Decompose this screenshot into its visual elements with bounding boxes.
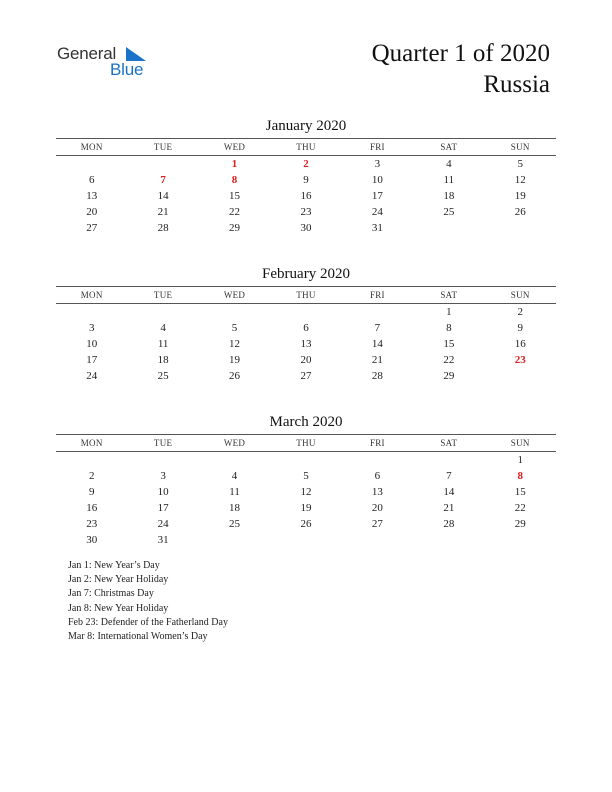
day-cell: 4 <box>446 158 452 170</box>
day-cell: 21 <box>371 354 383 366</box>
week-row <box>56 516 556 532</box>
weekday-label: FRI <box>369 142 385 152</box>
logo-text-general: General <box>57 44 117 63</box>
day-cell: 12 <box>229 338 241 350</box>
day-cell: 28 <box>371 370 383 382</box>
title-quarter: Quarter 1 of 2020 <box>371 40 550 67</box>
day-cell: 18 <box>229 502 241 514</box>
weekday-label: WED <box>223 438 246 448</box>
day-cell: 28 <box>443 518 455 530</box>
holiday-note: Mar 8: International Women’s Day <box>68 630 208 642</box>
week-row <box>56 220 556 236</box>
day-cell: 11 <box>443 174 455 186</box>
day-cell: 15 <box>514 486 526 498</box>
day-cell: 24 <box>86 370 98 382</box>
weekday-label: TUE <box>153 142 173 152</box>
weekday-header <box>56 139 556 155</box>
day-cell: 25 <box>157 370 169 382</box>
day-cell: 31 <box>371 222 383 234</box>
day-cell: 13 <box>371 486 383 498</box>
weekday-label: SAT <box>440 142 458 152</box>
day-cell: 7 <box>374 322 381 334</box>
day-cell: 4 <box>160 322 166 334</box>
weekday-label: FRI <box>369 290 385 300</box>
week-row <box>56 452 556 468</box>
day-cell: 10 <box>157 486 169 498</box>
weekday-label: TUE <box>153 438 173 448</box>
month-january <box>56 117 556 236</box>
month-title: March 2020 <box>269 414 343 430</box>
week-row <box>56 188 556 204</box>
week-row <box>56 368 556 384</box>
week-row <box>56 468 556 484</box>
day-cell: 11 <box>157 338 169 350</box>
day-cell: 10 <box>86 338 98 350</box>
month-title: January 2020 <box>265 118 347 134</box>
day-cell: 20 <box>86 206 98 218</box>
day-cell: 26 <box>300 518 312 530</box>
holiday-day-cell: 7 <box>160 174 166 186</box>
day-cell: 4 <box>231 470 238 482</box>
day-cell: 16 <box>300 190 312 202</box>
day-cell: 27 <box>371 518 383 530</box>
day-cell: 12 <box>300 486 312 498</box>
day-cell: 18 <box>443 190 455 202</box>
day-cell: 9 <box>517 322 523 334</box>
month-march <box>56 413 556 548</box>
month-february <box>56 265 556 384</box>
day-cell: 17 <box>86 354 98 366</box>
day-cell: 25 <box>443 206 455 218</box>
week-row <box>56 204 556 220</box>
day-cell: 19 <box>229 354 241 366</box>
day-cell: 5 <box>517 158 523 170</box>
day-cell: 5 <box>303 470 309 482</box>
logo-text-blue: Blue <box>110 60 144 79</box>
day-cell: 20 <box>300 354 312 366</box>
weekday-label: THU <box>296 142 316 152</box>
day-cell: 6 <box>303 322 309 334</box>
holiday-note: Feb 23: Defender of the Fatherland Day <box>68 616 228 628</box>
day-cell: 12 <box>514 174 526 186</box>
weekday-label: TUE <box>153 290 173 300</box>
day-cell: 13 <box>300 338 312 350</box>
title-country: Russia <box>483 71 550 98</box>
week-row <box>56 352 556 368</box>
day-cell: 22 <box>229 206 241 218</box>
holiday-notes <box>68 559 228 644</box>
day-cell: 2 <box>517 306 523 318</box>
generalblue-logo <box>57 44 157 84</box>
weekday-label: SUN <box>510 438 530 448</box>
day-cell: 21 <box>443 502 455 514</box>
day-cell: 17 <box>157 502 169 514</box>
day-cell: 3 <box>160 470 166 482</box>
month-title: February 2020 <box>262 266 350 282</box>
day-cell: 3 <box>374 158 381 170</box>
day-cell: 21 <box>157 206 169 218</box>
week-row <box>56 156 556 172</box>
weekday-label: SAT <box>440 290 458 300</box>
day-cell: 3 <box>88 322 95 334</box>
day-cell: 9 <box>303 174 309 186</box>
holiday-note: Jan 7: Christmas Day <box>68 588 154 600</box>
weekday-label: THU <box>296 438 316 448</box>
week-row <box>56 172 556 188</box>
holiday-note: Jan 8: New Year Holiday <box>68 602 169 614</box>
day-cell: 16 <box>86 502 98 514</box>
day-cell: 1 <box>446 306 452 318</box>
day-cell: 26 <box>229 370 241 382</box>
day-cell: 8 <box>446 322 452 334</box>
holiday-day-cell: 23 <box>514 354 526 366</box>
holiday-day-cell: 8 <box>231 174 238 186</box>
week-row <box>56 320 556 336</box>
day-cell: 26 <box>514 206 526 218</box>
weekday-label: MON <box>80 290 103 300</box>
holiday-day-cell: 8 <box>517 470 523 482</box>
weekday-label: MON <box>80 438 103 448</box>
day-cell: 11 <box>229 486 240 498</box>
day-cell: 6 <box>88 174 95 186</box>
day-cell: 24 <box>157 518 169 530</box>
week-row <box>56 304 556 320</box>
weekday-label: WED <box>223 290 246 300</box>
day-cell: 15 <box>443 338 455 350</box>
weekday-header <box>56 287 556 303</box>
holiday-note: Jan 1: New Year’s Day <box>68 560 160 571</box>
weekday-label: SAT <box>440 438 458 448</box>
day-cell: 7 <box>446 470 452 482</box>
day-cell: 22 <box>514 502 526 514</box>
day-cell: 19 <box>514 190 526 202</box>
holiday-day-cell: 2 <box>303 158 309 170</box>
day-cell: 30 <box>86 534 98 546</box>
day-cell: 19 <box>300 502 312 514</box>
day-cell: 14 <box>443 486 455 498</box>
day-cell: 25 <box>229 518 241 530</box>
weekday-label: FRI <box>369 438 385 448</box>
holiday-note: Jan 2: New Year Holiday <box>68 574 169 586</box>
week-row <box>56 532 556 548</box>
day-cell: 18 <box>157 354 169 366</box>
day-cell: 14 <box>157 190 169 202</box>
day-cell: 2 <box>88 470 95 482</box>
weekday-label: THU <box>296 290 316 300</box>
holiday-day-cell: 1 <box>231 158 238 170</box>
day-cell: 27 <box>86 222 98 234</box>
day-cell: 5 <box>231 322 238 334</box>
day-cell: 15 <box>229 190 241 202</box>
weekday-label: SUN <box>510 290 530 300</box>
page-title <box>372 38 550 100</box>
week-row <box>56 484 556 500</box>
day-cell: 31 <box>157 534 169 546</box>
day-cell: 23 <box>300 206 312 218</box>
day-cell: 20 <box>371 502 383 514</box>
day-cell: 10 <box>371 174 383 186</box>
day-cell: 29 <box>443 370 455 382</box>
day-cell: 17 <box>371 190 383 202</box>
day-cell: 24 <box>371 206 383 218</box>
weekday-label: WED <box>223 142 246 152</box>
day-cell: 9 <box>88 486 95 498</box>
logo-triangle-icon <box>124 47 146 61</box>
weekday-header <box>56 435 556 451</box>
day-cell: 30 <box>300 222 312 234</box>
day-cell: 16 <box>514 338 526 350</box>
day-cell: 1 <box>517 454 523 466</box>
day-cell: 23 <box>86 518 98 530</box>
day-cell: 29 <box>229 222 241 234</box>
day-cell: 6 <box>374 470 381 482</box>
day-cell: 22 <box>443 354 455 366</box>
week-row <box>56 500 556 516</box>
day-cell: 28 <box>157 222 169 234</box>
day-cell: 27 <box>300 370 312 382</box>
day-cell: 14 <box>371 338 383 350</box>
day-cell: 29 <box>514 518 526 530</box>
weekday-label: SUN <box>510 142 530 152</box>
week-row <box>56 336 556 352</box>
day-cell: 13 <box>86 190 98 202</box>
weekday-label: MON <box>80 142 103 152</box>
